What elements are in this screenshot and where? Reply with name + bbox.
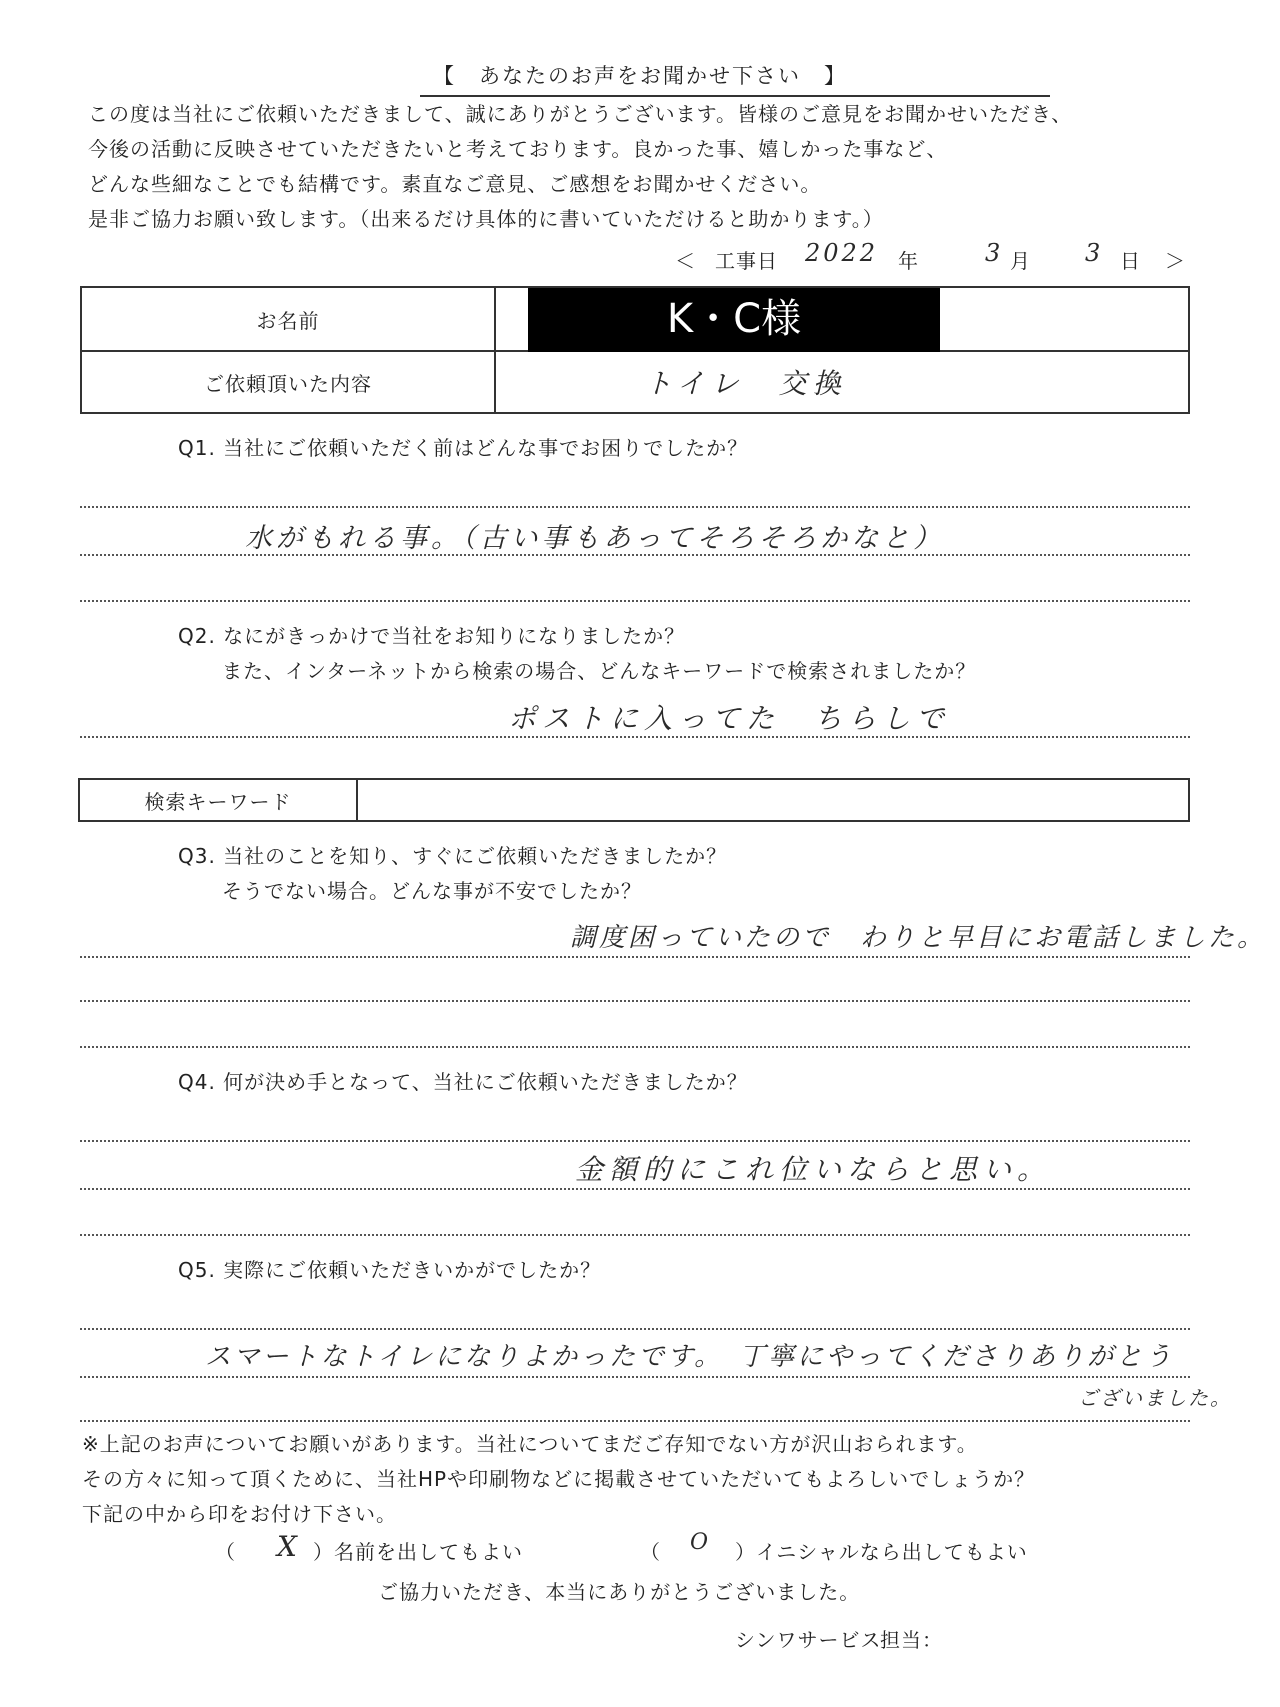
q4-question: Q4. 何が決め手となって、当社にご依頼いただきましたか？ — [178, 1070, 748, 1094]
q1-question: Q1. 当社にご依頼いただく前はどんな事でお困りでしたか？ — [178, 436, 749, 460]
q5-answer-line-2: ございました。 — [1078, 1386, 1232, 1410]
request-value: トイレ 交換 — [495, 351, 1189, 413]
intro-line-3: どんな些細なことでも結構です。素直なご意見、ご感想をお聞かせください。 — [88, 172, 822, 196]
date-day-unit: 日 — [1120, 249, 1141, 273]
option-name-mark: X — [277, 1530, 303, 1563]
survey-title: 【 あなたのお声をお聞かせ下さい 】 — [433, 64, 847, 88]
q2-question-line-1: Q2. なにがきっかけで当社をお知りになりましたか？ — [178, 624, 686, 648]
q1-dotted-line-1 — [80, 506, 1190, 508]
q1-answer: 水がもれる事。（古い事もあってそろそろかなと） — [245, 523, 945, 554]
q3-dotted-line-2 — [80, 1000, 1190, 1002]
option-name-text: ）名前を出してもよい — [313, 1540, 523, 1564]
name-value: K・C様 — [666, 296, 802, 342]
staff-label: 担当： — [880, 1628, 943, 1652]
option-name-open: （ — [215, 1540, 236, 1564]
q4-dotted-line-2 — [80, 1188, 1190, 1190]
q5-question: Q5. 実際にご依頼いただきいかがでしたか？ — [178, 1258, 602, 1282]
q5-dotted-line-1 — [80, 1328, 1190, 1330]
q3-dotted-line-3 — [80, 1046, 1190, 1048]
q3-question-line-2: そうでない場合。どんな事が不安でしたか？ — [222, 879, 642, 903]
info-table — [80, 286, 1190, 414]
q3-answer: 調度困っていたので わりと早目にお電話しました。 — [570, 923, 1267, 953]
keyword-table — [78, 778, 1190, 822]
intro-line-2: 今後の活動に反映させていただきたいと考えております。良かった事、嬉しかった事など、 — [88, 137, 948, 161]
note-line-3: 下記の中から印をお付け下さい。 — [82, 1502, 397, 1526]
q3-dotted-line-1 — [80, 956, 1190, 958]
consent-options — [215, 1530, 1115, 1570]
note-line-1: ※上記のお声についてお願いがあります。当社についてまだご存知でない方が沢山おられます。 — [82, 1432, 978, 1456]
date-month-unit: 月 — [1010, 249, 1031, 273]
note-line-2: その方々に知って頂くために、当社HPや印刷物などに掲載させていただいてもよろしいでしょうか？ — [82, 1467, 1036, 1491]
title-underline — [420, 95, 1050, 97]
q5-dotted-line-2 — [80, 1376, 1190, 1378]
name-label: お名前 — [81, 287, 495, 351]
q1-dotted-line-2 — [80, 554, 1190, 556]
thanks-text: ご協力いただき、本当にありがとうございました。 — [378, 1580, 861, 1604]
intro-line-1: この度は当社にご依頼いただきまして、誠にありがとうございます。皆様のご意見をお聞かせいただき、 — [88, 102, 1073, 126]
intro-line-4: 是非ご協力お願い致します。（出来るだけ具体的に書いていただけると助かります。） — [88, 207, 884, 231]
name-cell — [495, 287, 1189, 351]
option-initial-mark: O — [690, 1530, 715, 1555]
keyword-label: 検索キーワード — [79, 779, 357, 821]
date-year: 2022 — [805, 239, 879, 267]
request-row — [81, 351, 1189, 413]
q4-answer: 金額的にこれ位いならと思い。 — [575, 1153, 1052, 1186]
date-day: 3 — [1085, 239, 1107, 267]
q5-answer-line-1: スマートなトイレになりよかったです。 丁寧にやってくださりありがとう — [205, 1342, 1175, 1372]
option-initial-open: （ — [640, 1540, 661, 1564]
name-row — [81, 287, 1189, 351]
name-redaction — [528, 288, 940, 352]
company-name: シンワサービス — [735, 1628, 882, 1652]
q2-question-line-2: また、インターネットから検索の場合、どんなキーワードで検索されましたか？ — [222, 659, 977, 683]
date-year-unit: 年 — [898, 249, 919, 273]
date-close-bracket: ＞ — [1165, 249, 1186, 273]
construction-date — [0, 239, 1280, 275]
date-open-bracket: ＜ — [675, 249, 696, 273]
q2-answer: ポストに入ってた ちらしで — [508, 702, 951, 735]
request-label: ご依頼頂いた内容 — [81, 351, 495, 413]
q3-question-line-1: Q3. 当社のことを知り、すぐにご依頼いただきましたか？ — [178, 844, 728, 868]
q1-dotted-line-3 — [80, 600, 1190, 602]
date-label: 工事日 — [715, 249, 778, 273]
q2-dotted-line — [80, 736, 1190, 738]
q4-dotted-line-1 — [80, 1140, 1190, 1142]
keyword-value — [357, 779, 1189, 821]
q4-dotted-line-3 — [80, 1234, 1190, 1236]
q5-dotted-line-3 — [80, 1420, 1190, 1422]
date-month: 3 — [985, 239, 1007, 267]
option-initial-text: ）イニシャルなら出してもよい — [735, 1540, 1028, 1564]
